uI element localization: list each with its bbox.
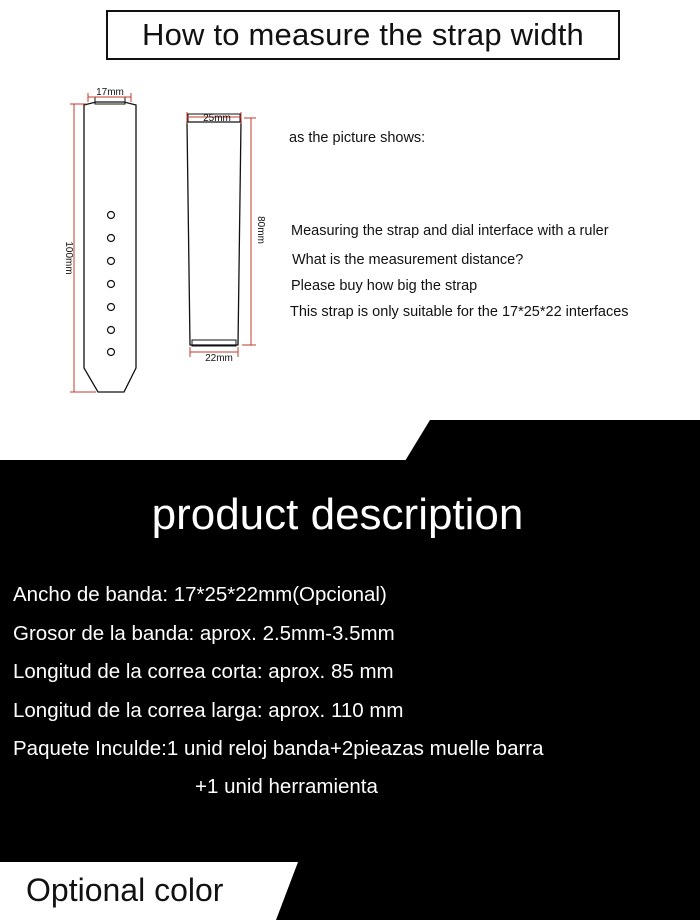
- strap-hole: [108, 349, 115, 356]
- strap-measurement-diagram: [0, 70, 700, 430]
- dim-25mm-label: 25mm: [203, 113, 231, 124]
- optional-color-label: Optional color: [26, 872, 224, 908]
- spec-line-continuation: +1 unid herramienta: [195, 775, 378, 798]
- spec-line: Longitud de la correa larga: aprox. 110 mm: [13, 699, 404, 722]
- dim-17mm-label: 17mm: [96, 87, 124, 98]
- dim-22mm-label: 22mm: [205, 353, 233, 364]
- page-title: How to measure the strap width: [106, 10, 620, 60]
- strap-hole: [108, 235, 115, 242]
- note-line: This strap is only suitable for the 17*25*22 interfaces: [290, 304, 629, 320]
- long-strap-outline: [187, 122, 241, 345]
- spec-line: Longitud de la correa corta: aprox. 85 mm: [13, 660, 394, 683]
- description-panel-corner: [0, 420, 700, 461]
- spec-line: Paquete Inculde:1 unid reloj banda+2pieazas muelle barra: [13, 737, 544, 760]
- strap-hole: [108, 281, 115, 288]
- short-strap-lug: [95, 97, 125, 104]
- dim-80mm-lines: [242, 118, 256, 345]
- spec-line: Ancho de banda: 17*25*22mm(Opcional): [13, 583, 387, 606]
- strap-hole: [108, 212, 115, 219]
- note-line: Please buy how big the strap: [291, 278, 478, 294]
- spec-line: Grosor de la banda: aprox. 2.5mm-3.5mm: [13, 622, 395, 645]
- notes-intro: as the picture shows:: [289, 130, 426, 146]
- dim-80mm-label: 80mm: [255, 216, 266, 244]
- note-line: What is the measurement distance?: [292, 252, 524, 268]
- strap-holes: [108, 212, 115, 356]
- description-heading: product description: [151, 490, 524, 539]
- note-line: Measuring the strap and dial interface with a ruler: [291, 223, 609, 239]
- dim-100mm-label: 100mm: [63, 241, 74, 275]
- strap-hole: [108, 258, 115, 265]
- strap-hole: [108, 327, 115, 334]
- strap-hole: [108, 304, 115, 311]
